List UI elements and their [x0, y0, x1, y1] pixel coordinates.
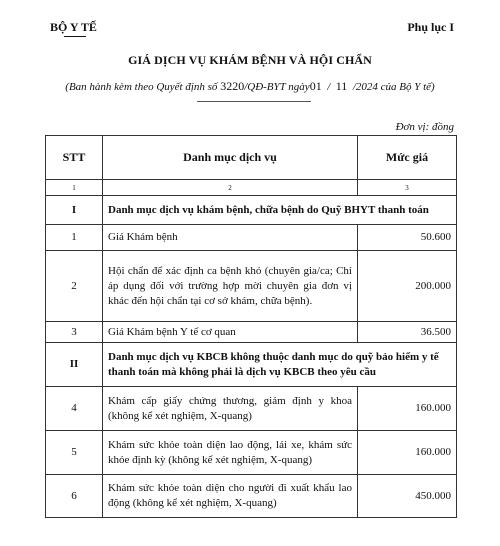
row-stt: 1 [46, 225, 103, 251]
row-stt: 4 [46, 387, 103, 431]
row-service-name: Giá Khám bệnh [103, 225, 358, 251]
date-separator: / [321, 81, 336, 93]
price-table [45, 135, 457, 518]
row-price: 50.600 [358, 225, 457, 251]
row-price: 36.500 [358, 322, 457, 343]
table-row [46, 431, 457, 475]
col-number-1: 1 [46, 180, 103, 196]
subtitle-mid: /QĐ-BYT ngày [244, 81, 310, 93]
appendix-label: Phụ lục I [407, 20, 454, 34]
subtitle-suffix: /2024 của Bộ Y tế) [347, 81, 435, 93]
row-stt: 2 [46, 251, 103, 322]
row-stt: 5 [46, 431, 103, 475]
header-stt: STT [46, 136, 103, 180]
row-price: 450.000 [358, 475, 457, 518]
table-row [46, 225, 457, 251]
row-service-name: Khám sức khỏe toàn diện lao động, lái xe, khám sức khỏe định kỳ (không kể xét nghiệm, X-quang) [103, 431, 358, 475]
subtitle-prefix: (Ban hành kèm theo Quyết định số [65, 81, 221, 93]
header-price: Mức giá [358, 136, 457, 180]
table-header-row [46, 136, 457, 180]
col-number-3: 3 [358, 180, 457, 196]
section-label: Danh mục dịch vụ khám bệnh, chữa bệnh do Quỹ BHYT thanh toán [103, 196, 457, 225]
row-price: 160.000 [358, 387, 457, 431]
table-row [46, 322, 457, 343]
ministry-label: BỘ Y TẾ [50, 20, 97, 34]
row-service-name: Hội chẩn để xác định ca bệnh khó (chuyên gia/ca; Chỉ áp dụng đối với trường hợp mời chuyên gia đơn vị khác đến hội chẩn tại cơ sở khám, chữa bệnh). [103, 251, 358, 322]
row-price: 160.000 [358, 431, 457, 475]
col-number-2: 2 [103, 180, 358, 196]
subtitle-divider [197, 101, 311, 102]
section-row [46, 343, 457, 387]
currency-unit: Đơn vị: đồng [395, 121, 454, 133]
ministry-underline [64, 36, 86, 37]
row-stt: 6 [46, 475, 103, 518]
decision-day: 01 [309, 79, 322, 93]
decision-number: 3220 [220, 79, 245, 93]
header-service: Danh mục dịch vụ [103, 136, 358, 180]
row-service-name: Khám sức khỏe toàn diện cho người đi xuất khẩu lao động (không kể xét nghiệm, X-quang) [103, 475, 358, 518]
table-row [46, 387, 457, 431]
section-row [46, 196, 457, 225]
ministry-name [50, 20, 97, 35]
row-service-name: Giá Khám bệnh Y tế cơ quan [103, 322, 358, 343]
section-label: Danh mục dịch vụ KBCB không thuộc danh mục do quỹ bảo hiểm y tế thanh toán mà không phải là dịch vụ KBCB theo yêu cầu [103, 343, 457, 387]
row-service-name: Khám cấp giấy chứng thương, giám định y khoa (không kể xét nghiệm, X-quang) [103, 387, 358, 431]
section-stt: II [46, 343, 103, 387]
table-row [46, 251, 457, 322]
table-row [46, 475, 457, 518]
row-stt: 3 [46, 322, 103, 343]
decision-month: 11 [335, 79, 348, 93]
document-subtitle [0, 79, 500, 94]
document-title: GIÁ DỊCH VỤ KHÁM BỆNH VÀ HỘI CHẨN [128, 53, 372, 67]
section-stt: I [46, 196, 103, 225]
row-price: 200.000 [358, 251, 457, 322]
column-number-row [46, 180, 457, 196]
